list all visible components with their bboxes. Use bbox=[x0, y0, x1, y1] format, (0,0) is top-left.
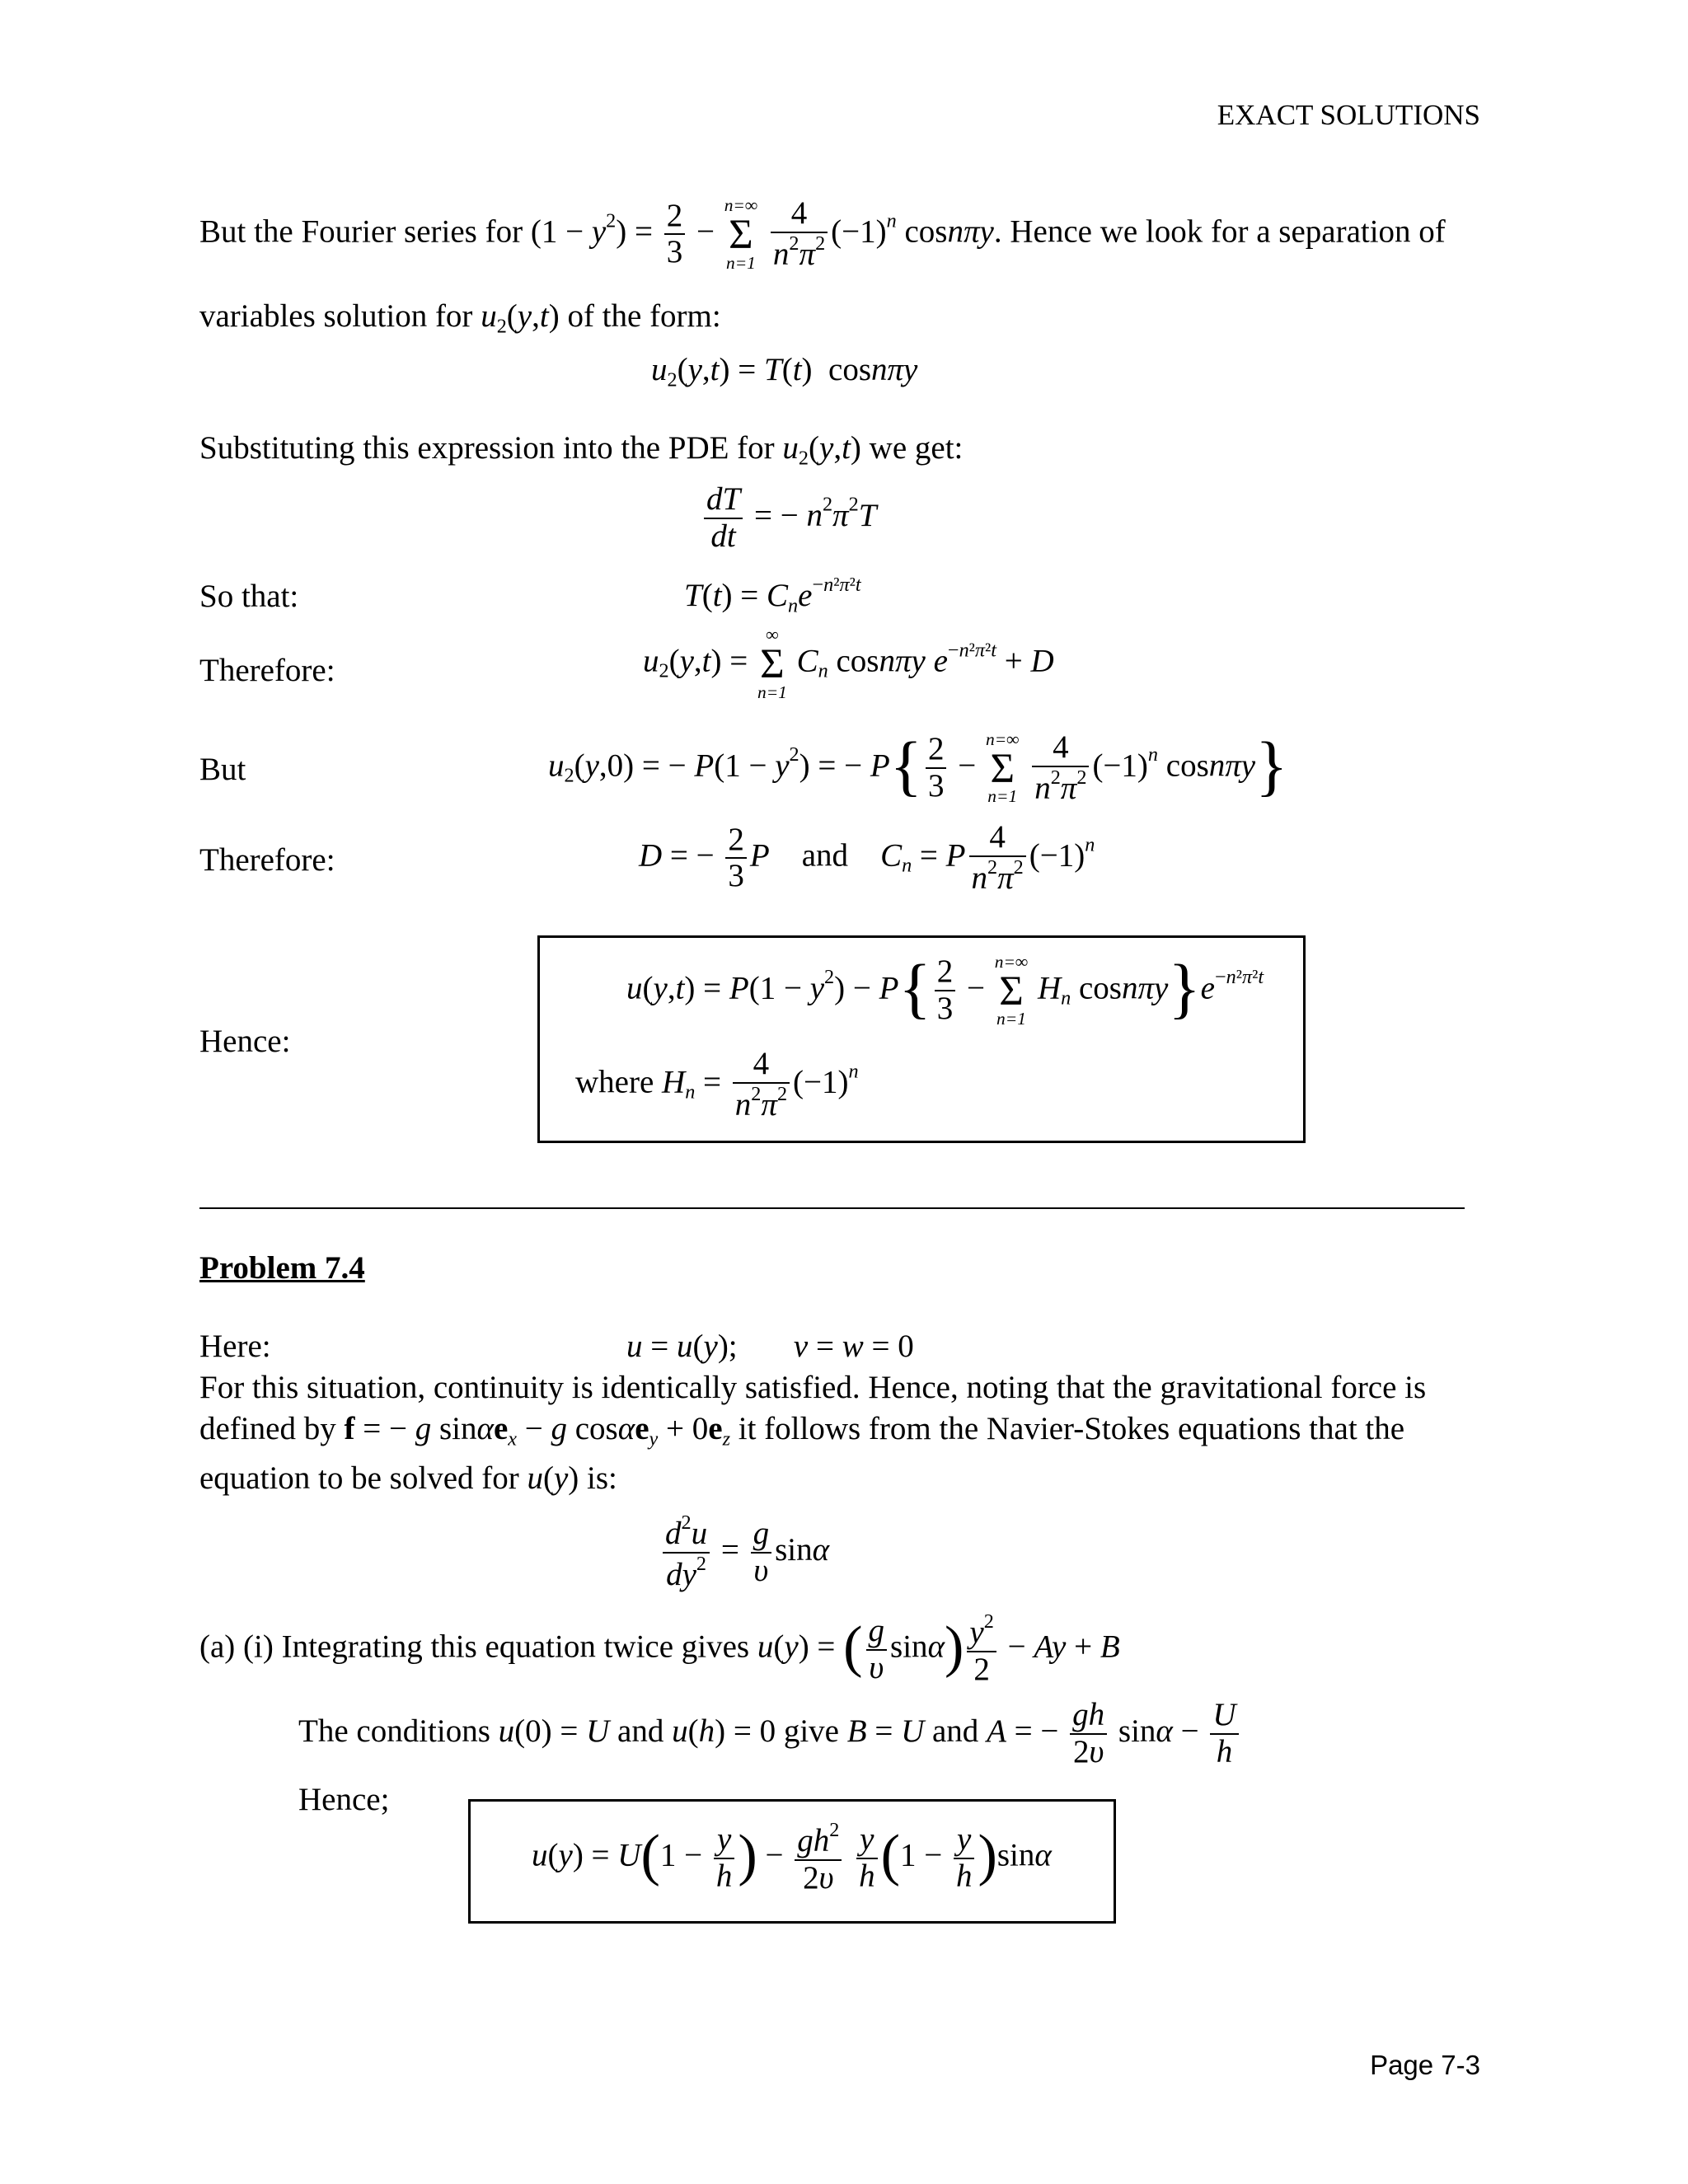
sum-symbol: n=∞ Σ n=1 bbox=[724, 194, 758, 273]
variables-line: variables solution for $u_2(y,t)$ of the form: bbox=[199, 298, 721, 338]
hence-label-2: Hence; bbox=[298, 1782, 390, 1817]
and-text-3: and bbox=[932, 1713, 979, 1749]
equation-to-solve-line: equation to be solved for u(y) is: bbox=[199, 1460, 617, 1496]
running-header: EXACT SOLUTIONS bbox=[1217, 99, 1480, 131]
therefore-label-2: Therefore: bbox=[199, 842, 335, 878]
conditions-text: The conditions bbox=[298, 1713, 490, 1749]
equation-u2-separation: $u_2(y,t) = T(t)$ cosnπy bbox=[651, 352, 918, 391]
we-get-text: we get: bbox=[869, 430, 964, 466]
equation-d2u-dy2: $\frac{d^2u}{dy^2}$ = $\frac{g}{\upsilon}$ sinα bbox=[659, 1512, 829, 1593]
variables-after-text: of the form: bbox=[567, 298, 721, 334]
substituting-text: Substituting this expression into the PDE for bbox=[199, 430, 775, 466]
substituting-line: Substituting this expression into the PDE for $u_2(y,t)$ we get: bbox=[199, 430, 964, 470]
problem-title: Problem 7.4 bbox=[199, 1250, 365, 1286]
and-text: and bbox=[801, 837, 849, 874]
equation-Hn: where $H_n$ = $\frac{4}{n^2\pi^2}$ $(-1)^n$ bbox=[575, 1046, 859, 1123]
two-thirds-fraction: $\frac{2}{3}$ bbox=[664, 199, 686, 271]
part-a-text: (a) (i) Integrating this equation twice gives bbox=[199, 1629, 750, 1665]
hence-label: Hence: bbox=[199, 1024, 291, 1059]
give-text: give bbox=[783, 1713, 839, 1749]
continuity-text: For this situation, continuity is identically satisfied. Hence, noting that the gravitational force is bbox=[199, 1370, 1427, 1405]
equation-D-Cn: D = − $\frac{2}{3}$ P and $C_n = P$ $\frac{4}{n^2\pi^2}$ $(-1)^n$ bbox=[639, 819, 1095, 897]
fourier-series-line: But the Fourier series for $(1 - y^2)$ = $\frac{2}{3}$ − n=∞ Σ n=1 $\frac{4}{n^2\pi^2}$ $(-1)^n$ cosnπy. Hence we look for a separation of bbox=[199, 194, 1446, 273]
follows-text: it follows from the Navier-Stokes equations that the bbox=[738, 1411, 1405, 1446]
here-label: Here: bbox=[199, 1329, 271, 1364]
equation-T-solution: $T(t) = C_ne^{-n^2\pi^2t}$ bbox=[684, 574, 861, 617]
variables-text: variables solution for bbox=[199, 298, 473, 334]
fraction-4-n2pi2: $\frac{4}{n^2\pi^2}$ bbox=[771, 196, 828, 273]
part-a-line: (a) (i) Integrating this equation twice gives u(y) = ( $\frac{g}{\upsilon}$ sinα) $\frac{y^2}{2}$ − Ay + B bbox=[199, 1610, 1120, 1688]
equation-to-solve-text: equation to be solved for bbox=[199, 1460, 519, 1496]
equation-dT-dt: $\frac{dT}{dt}$ = − $n^2\pi^2T$ bbox=[701, 482, 876, 555]
but-label: But bbox=[199, 752, 246, 787]
defined-by-line: defined by f = − g sinαe$_x$ − g $\cos\alpha e_y + 0e_z$ it follows from the Navier-Stokes equations that the bbox=[199, 1411, 1405, 1451]
equation-u-final: $u(y,t) = P(1 - y^2) - P${ $\frac{2}{3}$ − n=∞ Σ n=1 $H_n$ $\cos n\pi y\}e^{-n^2\pi^2t}$ bbox=[626, 950, 1264, 1029]
so-that-label: So that: bbox=[199, 579, 299, 614]
equation-after-text: is: bbox=[587, 1460, 617, 1496]
section-divider bbox=[199, 1207, 1465, 1209]
equation-u2-series: $u_2(y,t)$ = ∞ Σ n=1 $C_n$ cosnπy $e^{-n^2\pi^2t} + D$ bbox=[643, 625, 1054, 702]
where-text: where bbox=[575, 1064, 654, 1100]
fourier-intro-text: But the Fourier series for bbox=[199, 213, 523, 250]
and-text-2: and bbox=[617, 1713, 664, 1749]
defined-by-text: defined by bbox=[199, 1411, 336, 1446]
conditions-line: The conditions u(0) = U and u(h) = 0 give B = U and A = − $\frac{gh}{2\upsilon}$ sinα − $\frac{U}{h}$ bbox=[298, 1698, 1242, 1770]
page-number: Page 7-3 bbox=[1370, 2050, 1480, 2080]
therefore-label-1: Therefore: bbox=[199, 653, 335, 688]
equation-u-v-w: u = u(y); v = w = 0 bbox=[626, 1329, 914, 1364]
fourier-after-text: . Hence we look for a separation of bbox=[993, 213, 1446, 250]
equation-u2-initial: $u_2(y,0)$ = − $P(1 - y^2)$ = − P{ $\frac{2}{3}$ − n=∞ Σ n=1 $\frac{4}{n^2\pi^2}$ $(-1)^n$ cosnπy} bbox=[548, 728, 1288, 807]
equation-u-of-y-final: u(y) = U(1 − $\frac{y}{h}$ ) − $\frac{gh^2}{2\upsilon}$ $\frac{y}{h}$ (1 − $\frac{y}{h}$ )sinα bbox=[532, 1819, 1052, 1896]
